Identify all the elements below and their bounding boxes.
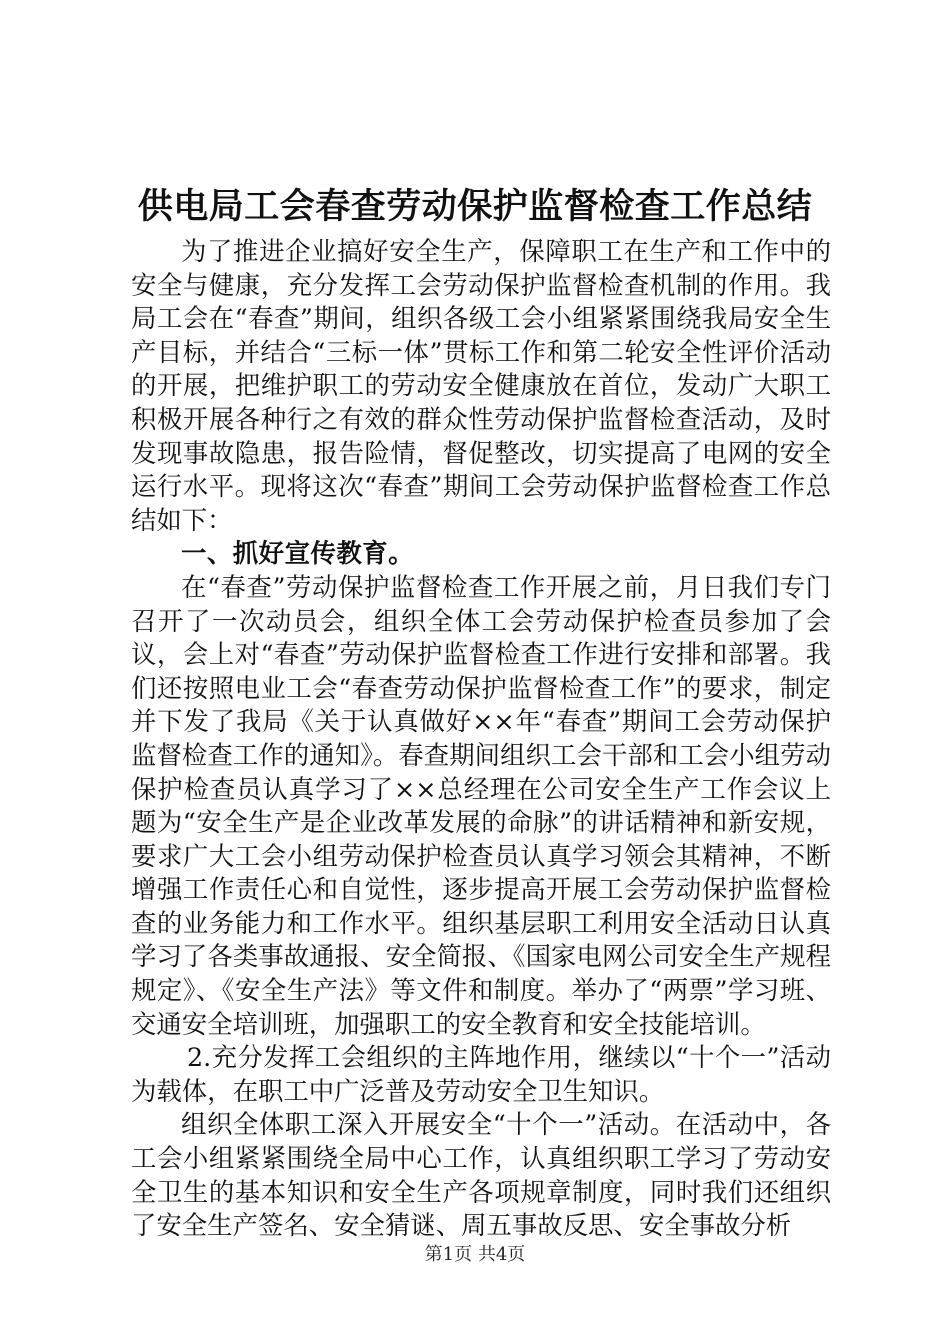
document-body <box>131 235 831 1243</box>
body-paragraph: 组织全体职工深入开展安全“十个一”活动。在活动中，各工会小组紧紧围绕全局中心工作，认真组织职工学习了劳动安全卫生的基本知识和安全生产各项规章制度，同时我们还组织了安全生产签名、安全猜谜、周五事故反思、安全事故分析 <box>131 1109 831 1241</box>
body-paragraph: 在“春查”劳动保护监督检查工作开展之前，月日我们专门召开了一次动员会，组织全体工会劳动保护检查员参加了会议，会上对“春查”劳动保护监督检查工作进行安排和部署。我们还按照电业工会“春查劳动保护监督检查工作”的要求，制定并下发了我局《关于认真做好××年“春查”期间工会劳动保护监督检查工作的通知》。春查期间组织工会干部和工会小组劳动保护检查员认真学习了××总经理在公司安全生产工作会议上题为“安全生产是企业改革发展的命脉”的讲话精神和新安规，要求广大工会小组劳动保护检查员认真学习领会其精神，不断增强工作责任心和自觉性，逐步提高开展工会劳动保护监督检查的业务能力和工作水平。组织基层职工利用安全活动日认真学习了各类事故通报、安全简报、《国家电网公司安全生产规程规定》、《安全生产法》等文件和制度。举办了“两票”学习班、交通安全培训班，加强职工的安全教育和安全技能培训。 <box>131 571 831 1039</box>
intro-paragraph: 为了推进企业搞好安全生产，保障职工在生产和工作中的安全与健康，充分发挥工会劳动保护监督检查机制的作用。我局工会在“春查”期间，组织各级工会小组紧紧围绕我局安全生产目标，并结合“三标一体”贯标工作和第二轮安全性评价活动的开展，把维护职工的劳动安全健康放在首位，发动广大职工积极开展各种行之有效的群众性劳动保护监督检查活动，及时发现事故隐患，报告险情，督促整改，切实提高了电网的安全运行水平。现将这次“春查”期间工会劳动保护监督检查工作总结如下： <box>131 236 831 535</box>
section-heading: 一、抓好宣传教育。 <box>181 538 415 569</box>
page-footer: 第1页 共4页 <box>424 1244 526 1265</box>
numbered-item: 2.充分发挥工会组织的主阵地作用，继续以“十个一”活动为载体，在职工中广泛普及劳动安全卫生知识。 <box>131 1042 831 1106</box>
document-title: 供电局工会春查劳动保护监督检查工作总结 <box>137 186 813 227</box>
